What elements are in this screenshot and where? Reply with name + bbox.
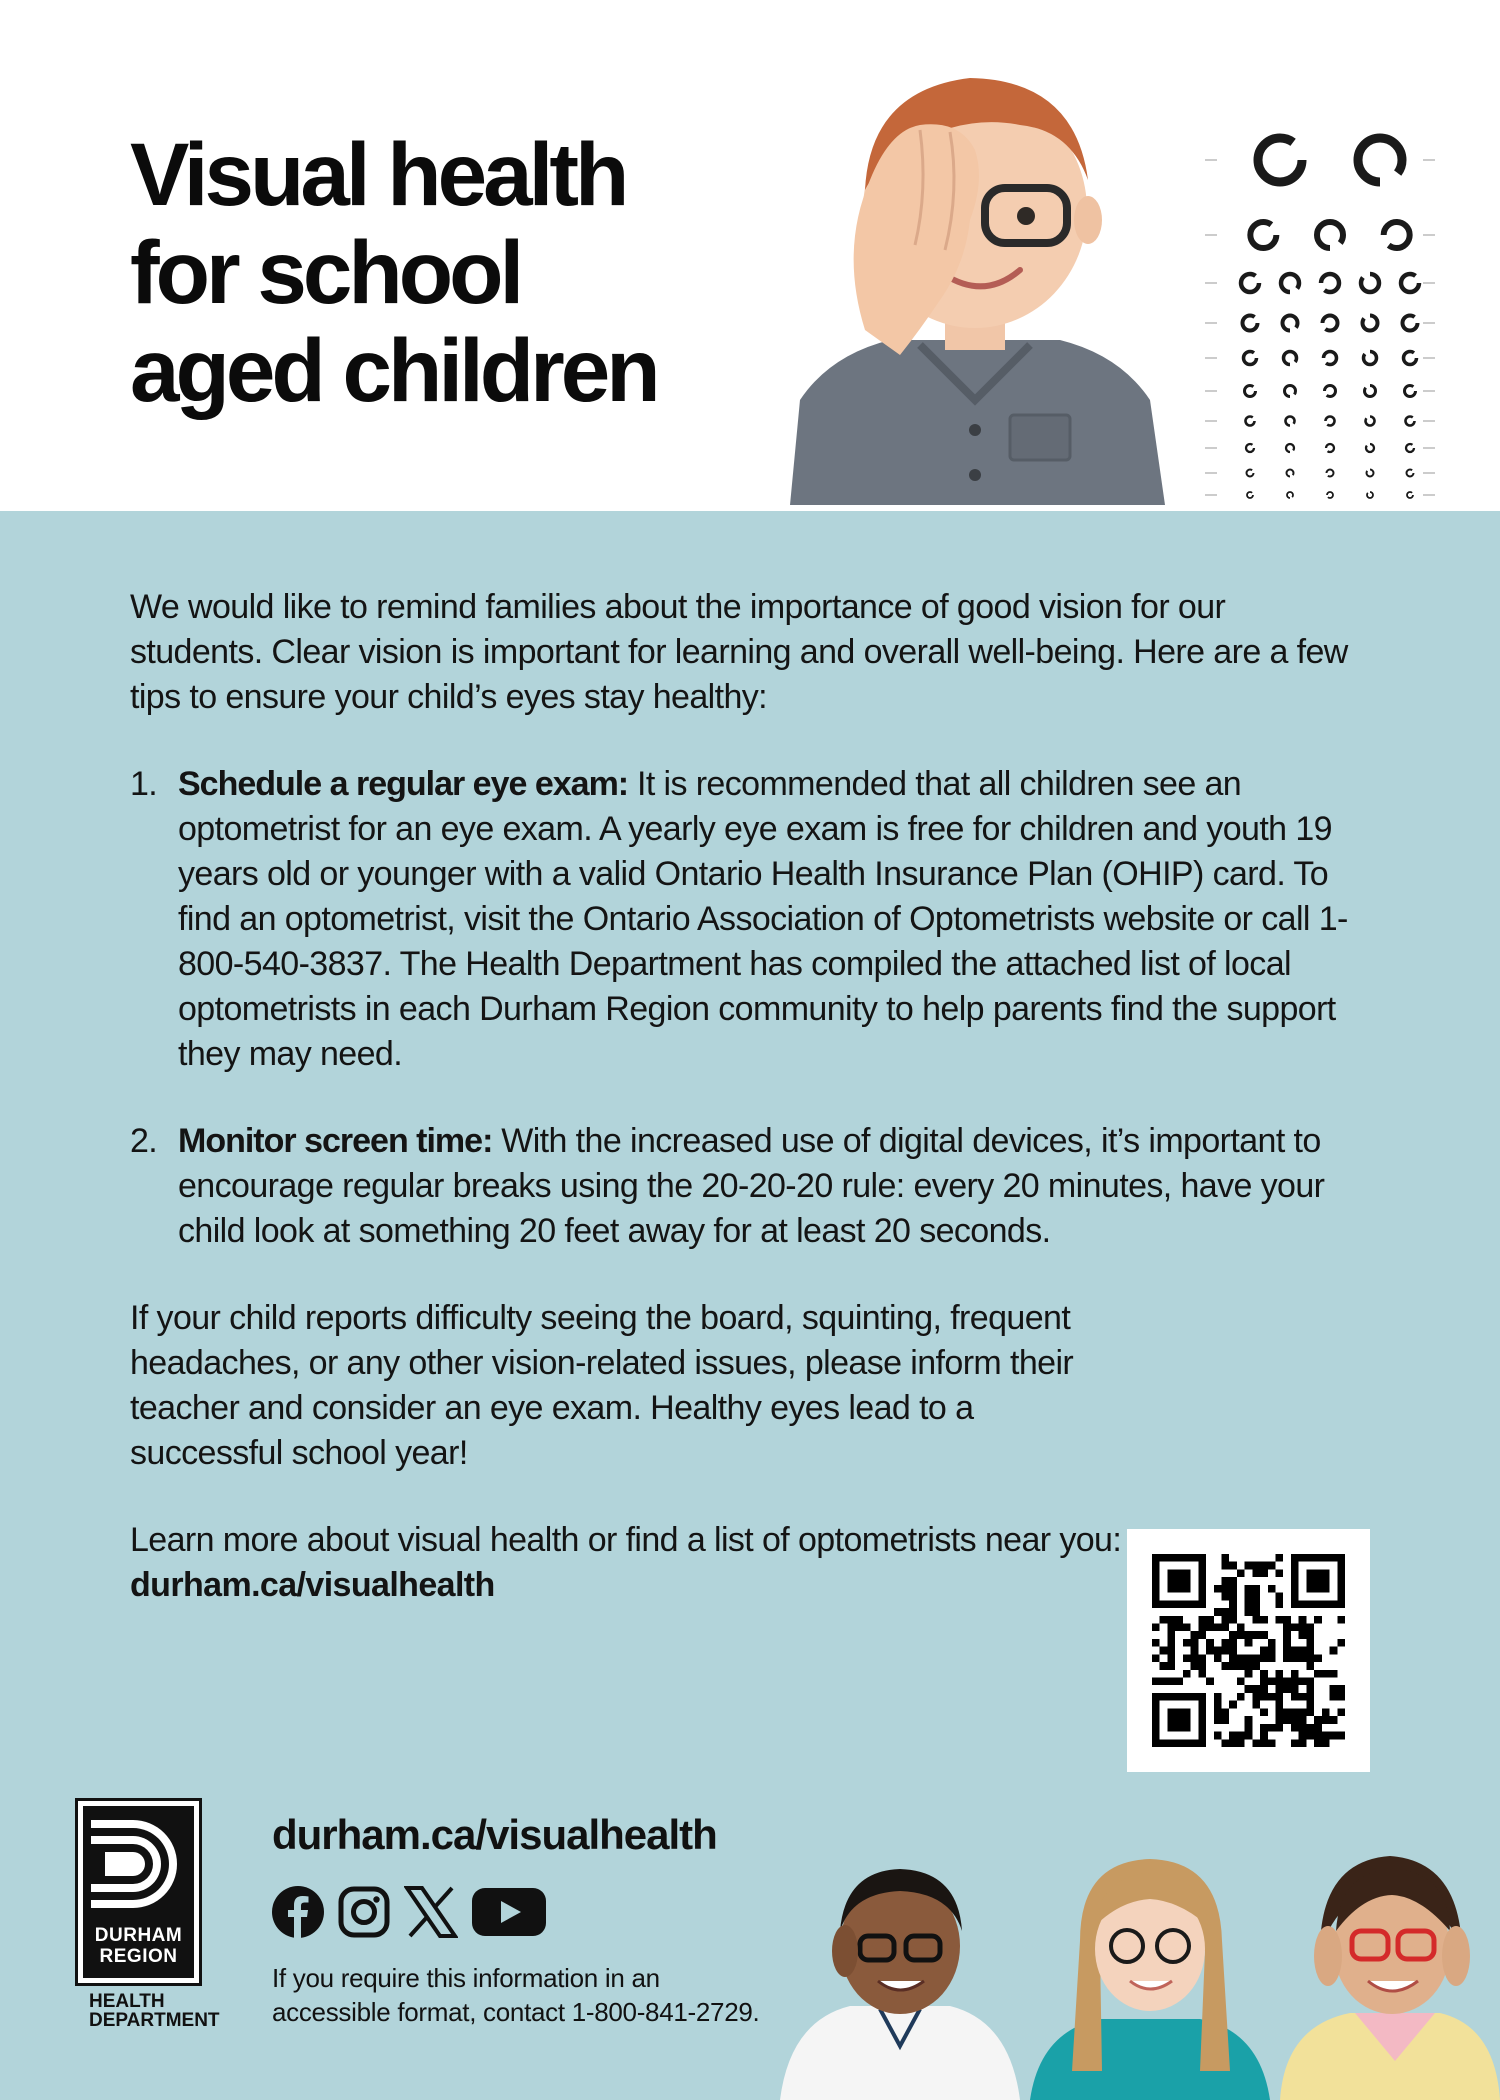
children-with-glasses-photo	[780, 1831, 1500, 2100]
main-content	[130, 585, 1380, 1608]
durham-region-logo	[75, 1798, 220, 2031]
logo-word-region: REGION	[99, 1946, 178, 1967]
dept-line-2: DEPARTMENT	[89, 2010, 220, 2031]
eye-chart-illustration	[1205, 115, 1435, 505]
dept-line-1: HEALTH	[89, 1991, 165, 2012]
closing-text: If your child reports difficulty seeing the board, squinting, frequent headaches, or any other vision-related issues, please inform their teacher and consider an eye exam. Healthy eyes lead to a successful school year!	[130, 1299, 1074, 1472]
facebook-icon[interactable]	[272, 1886, 324, 1938]
tip-item	[130, 762, 1380, 1077]
social-media-icons	[272, 1884, 546, 1940]
footer-website-link[interactable]: durham.ca/visualhealth	[272, 1811, 717, 1858]
durham-d-icon	[89, 1814, 185, 1914]
x-icon[interactable]	[404, 1886, 458, 1938]
qr-code[interactable]	[1127, 1529, 1370, 1772]
tip-text: With the increased use of digital devices, it’s important to encourage regular breaks using the 20-20-20 rule: every 20 minutes, have your child look at something 20 feet away for at least 20 seconds.	[178, 1122, 1325, 1250]
tip-number: 1.	[130, 765, 158, 803]
accessibility-line-2: accessible format, contact 1-800-841-2729.	[272, 1997, 760, 2027]
logo-word-durham: DURHAM	[94, 1925, 183, 1946]
learn-more-paragraph	[130, 1518, 1130, 1608]
tip-text: It is recommended that all children see an optometrist for an eye exam. A yearly eye exam is free for children and youth 19 years old or younger with a valid Ontario Health Insurance Plan (OHIP) card. To find an optometrist, visit the Ontario Association of Optometrists website or call 1-800-540-3837. The Health Department has compiled the attached list of local optometrists in each Durham Region community to help parents find the support they may need.	[178, 765, 1348, 1073]
tip-item	[130, 1119, 1380, 1254]
header	[0, 0, 1500, 505]
health-department-label	[75, 1991, 220, 2031]
boy-covering-eye-photo	[770, 70, 1180, 505]
title-line-3: aged children	[130, 320, 657, 420]
title-line-2: for school	[130, 222, 521, 322]
intro-paragraph: We would like to remind families about the importance of good vision for our students. Clear vision is important for learning and overall well-being. Here are a few tips to ensure your child’s eyes stay healthy:	[130, 588, 1348, 716]
instagram-icon[interactable]	[338, 1886, 390, 1938]
page-title	[130, 125, 657, 419]
learn-more-link[interactable]: durham.ca/visualhealth	[130, 1566, 495, 1604]
tip-heading: Monitor screen time:	[178, 1122, 493, 1160]
title-line-1: Visual health	[130, 124, 626, 224]
content-panel	[0, 511, 1500, 2100]
closing-paragraph	[130, 1296, 1340, 1476]
accessibility-note	[272, 1961, 759, 2029]
learn-more-text: Learn more about visual health or find a list of optometrists near you:	[130, 1521, 1122, 1559]
logo-mark	[75, 1798, 202, 1986]
youtube-icon[interactable]	[472, 1886, 546, 1938]
accessibility-line-1: If you require this information in an	[272, 1963, 660, 1993]
tip-heading: Schedule a regular eye exam:	[178, 765, 629, 803]
tip-number: 2.	[130, 1122, 158, 1160]
qr-code-icon	[1152, 1554, 1345, 1747]
tips-list	[130, 762, 1380, 1254]
